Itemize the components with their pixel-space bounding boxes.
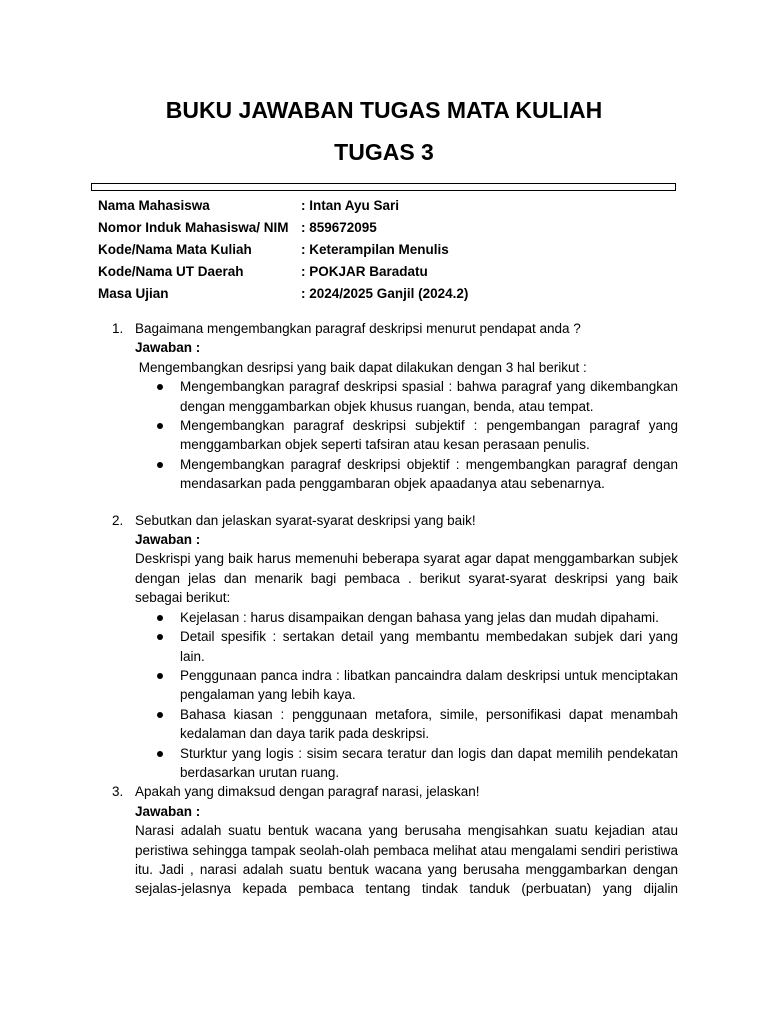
list-item-text: Bahasa kiasan : penggunaan metafora, simile, personifikasi dapat menambah kedalaman dan daya tarik pada deskripsi.: [180, 706, 678, 742]
info-row: [98, 195, 678, 217]
bullet-icon: [157, 751, 163, 757]
answer-bullet-list: [135, 608, 678, 783]
list-item-text: Mengembangkan paragraf deskripsi spasial : bahwa paragraf yang dikembangkan dengan menggambarkan objek khusus ruangan, benda, atau tempat.: [180, 379, 678, 414]
list-item-text: Mengembangkan paragraf deskripsi objektif : mengembangkan paragraf dengan mendasarkan pada penggambaran objek apaadanya atau sebenarnya.: [180, 456, 678, 492]
list-item-text: Sturktur yang logis : sisim secara teratur dan logis dan dapat memilih pendekatan berdasarkan urutan ruang.: [180, 745, 678, 780]
list-item-text: Mengembangkan paragraf deskripsi subjektif : pengembangan paragraf yang menggambarkan objek seperti tafsiran atau kesan perasaan penulis.: [180, 418, 678, 453]
question-number: 2.: [112, 512, 124, 528]
answer-intro: Mengembangkan desripsi yang baik dapat dilakukan dengan 3 hal berikut :: [135, 359, 587, 375]
bullet-icon: [157, 615, 163, 621]
info-label: Kode/Nama Mata Kuliah: [98, 242, 252, 257]
list-item-text: Detail spesifik : sertakan detail yang membantu membedakan subjek dari yang lain.: [180, 629, 678, 664]
info-value: : 2024/2025 Ganjil (2024.2): [301, 286, 469, 301]
header-bar: [91, 183, 676, 191]
info-value: : Intan Ayu Sari: [301, 198, 400, 213]
answer-intro: Deskrispi yang baik harus memenuhi beberapa syarat agar dapat menggambarkan subjek dengan jelas dan menarik bagi pembaca . berikut syarat-syarat deskripsi yang baik sebagai berikut:: [135, 551, 678, 606]
bullet-icon: [157, 712, 163, 718]
answer-intro: Narasi adalah suatu bentuk wacana yang berusaha mengisahkan suatu kejadian atau peristiwa sehingga tampak seolah-olah pembaca melihat atau mengalami sendiri peristiwa itu. Jadi , narasi adalah suatu bentuk wacana yang berusaha menggambarkan dengan sejalas-jelasnya kepada pembaca tentang tindak tanduk (perbuatan) yang dijalin: [135, 823, 678, 897]
info-row: [98, 239, 678, 261]
answer-label: Jawaban :: [135, 803, 201, 819]
question-text: Bagaimana mengembangkan paragraf deskripsi menurut pendapat anda ?: [135, 321, 581, 336]
list-item: [135, 608, 678, 627]
document-subtitle: TUGAS 3: [334, 139, 434, 165]
list-item-text: Penggunaan panca indra : libatkan pancaindra dalam deskripsi untuk menciptakan pengalaman yang lebih kaya.: [180, 667, 678, 703]
question-block: [98, 511, 678, 783]
document-title: BUKU JAWABAN TUGAS MATA KULIAH: [165, 97, 603, 123]
student-info-table: [98, 195, 678, 305]
list-item: [135, 705, 678, 744]
question-number: 3.: [112, 784, 124, 800]
info-value: : Keterampilan Menulis: [301, 242, 449, 257]
list-item: [135, 455, 678, 494]
list-item-text: Kejelasan : harus disampaikan dengan bahasa yang jelas dan mudah dipahami.: [180, 609, 659, 625]
answer-label: Jawaban :: [135, 532, 201, 548]
info-value: : 859672095: [301, 220, 377, 235]
list-item: [135, 666, 678, 705]
bullet-icon: [157, 634, 163, 640]
info-row: [98, 217, 678, 239]
answer-label: Jawaban :: [135, 340, 201, 356]
list-item: [135, 416, 678, 455]
info-value: : POKJAR Baradatu: [301, 264, 428, 279]
info-row: [98, 283, 678, 305]
info-row: [98, 261, 678, 283]
list-item: [135, 627, 678, 666]
info-label: Kode/Nama UT Daerah: [98, 264, 244, 279]
question-block: [98, 782, 678, 898]
list-item: [135, 377, 678, 416]
info-label: Nama Mahasiswa: [98, 198, 210, 213]
question-text: Apakah yang dimaksud dengan paragraf narasi, jelaskan!: [135, 784, 480, 800]
answers-body: [98, 319, 678, 899]
question-block: [98, 319, 678, 494]
bullet-icon: [157, 384, 163, 390]
info-label: Masa Ujian: [98, 286, 169, 301]
bullet-icon: [157, 673, 163, 679]
info-label: Nomor Induk Mahasiswa/ NIM: [98, 220, 289, 235]
list-item: [135, 744, 678, 783]
answer-bullet-list: [135, 377, 678, 493]
question-text: Sebutkan dan jelaskan syarat-syarat deskripsi yang baik!: [135, 512, 476, 528]
bullet-icon: [157, 462, 163, 468]
question-number: 1.: [112, 321, 124, 336]
bullet-icon: [157, 423, 163, 429]
